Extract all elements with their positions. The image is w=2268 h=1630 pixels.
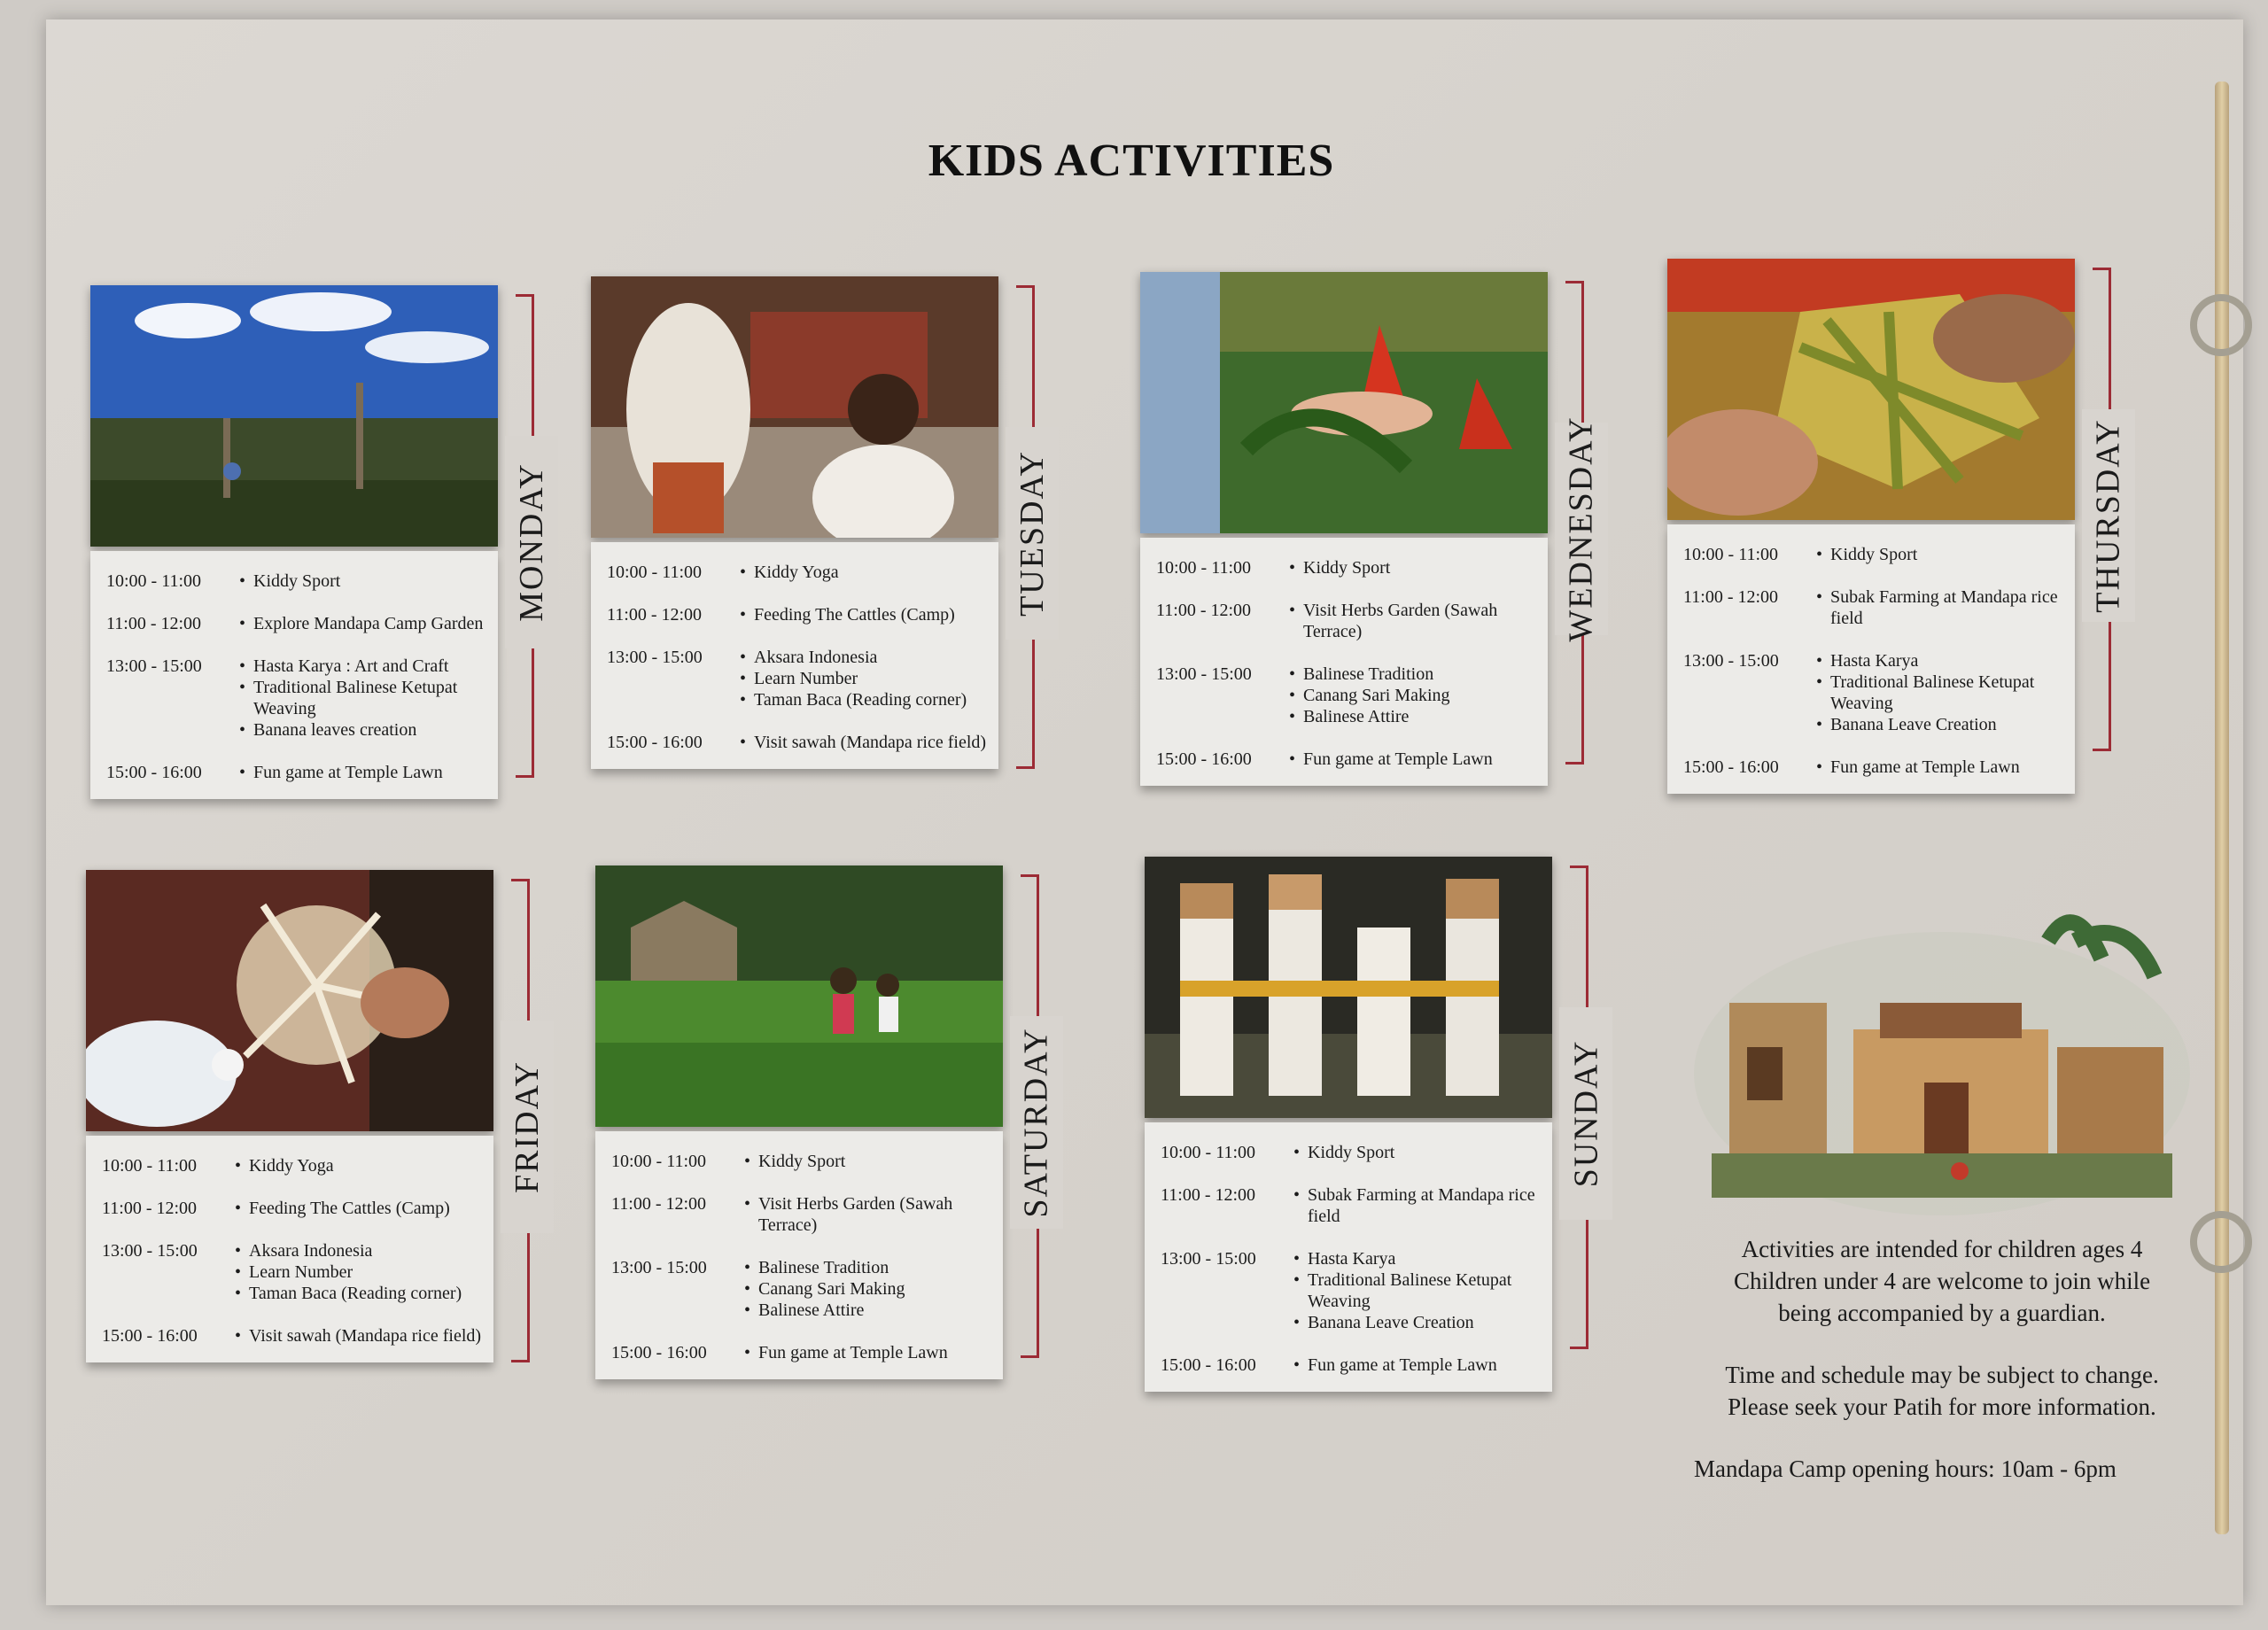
slot-activities (740, 647, 990, 710)
activity-item: • Visit Herbs Garden (Sawah Terrace) (744, 1193, 994, 1236)
schedule-row (106, 656, 489, 741)
slot-activities (1289, 600, 1539, 642)
slot-time: 11:00 - 12:00 (106, 614, 202, 633)
slot-activities (740, 562, 990, 583)
slot-time: 13:00 - 15:00 (102, 1241, 198, 1261)
slot-activities (235, 1198, 485, 1219)
slot-time: 10:00 - 11:00 (1683, 545, 1779, 564)
village-illustration (1694, 905, 2190, 1224)
saturday-photo (595, 865, 1003, 1127)
schedule-row (1161, 1354, 1543, 1376)
activity-item: • Balinese Attire (744, 1300, 994, 1321)
wednesday-photo (1140, 272, 1548, 533)
tuesday-schedule (591, 542, 998, 769)
day-label: MONDAY (505, 436, 558, 648)
schedule-row (1161, 1184, 1543, 1227)
schedule-row (1156, 557, 1539, 578)
activity-sheet (46, 19, 2243, 1605)
slot-activities (235, 1155, 485, 1176)
schedule-row (1161, 1142, 1543, 1163)
binding-knot-top (2190, 294, 2252, 356)
thursday-schedule (1667, 524, 2075, 794)
binding-knot-bottom (2190, 1211, 2252, 1273)
slot-time: 15:00 - 16:00 (607, 733, 703, 752)
activity-item: • Kiddy Sport (239, 570, 489, 592)
slot-time: 10:00 - 11:00 (1156, 558, 1252, 578)
activity-item: • Balinese Tradition (744, 1257, 994, 1278)
schedule-row (106, 570, 489, 592)
slot-activities (1816, 586, 2066, 629)
activity-item: • Aksara Indonesia (740, 647, 990, 668)
slot-activities (744, 1151, 994, 1172)
slot-activities (239, 570, 489, 592)
activity-item: • Explore Mandapa Camp Garden (239, 613, 489, 634)
slot-time: 11:00 - 12:00 (611, 1194, 707, 1214)
activity-item: • Balinese Tradition (1289, 664, 1539, 685)
activity-item: • Visit sawah (Mandapa rice field) (740, 732, 990, 753)
activity-item: • Kiddy Sport (1289, 557, 1539, 578)
opening-hours: Mandapa Camp opening hours: 10am - 6pm (1694, 1455, 2117, 1482)
activity-item: • Kiddy Sport (1816, 544, 2066, 565)
tuesday-photo (591, 276, 998, 538)
schedule-row (607, 732, 990, 753)
activity-item: • Hasta Karya (1293, 1248, 1543, 1269)
friday-photo (86, 870, 493, 1131)
schedule-row (102, 1325, 485, 1347)
slot-time: 15:00 - 16:00 (106, 763, 202, 782)
activity-item: • Fun game at Temple Lawn (1289, 749, 1539, 770)
slot-time: 13:00 - 15:00 (1156, 664, 1252, 684)
activity-item: • Banana Leave Creation (1293, 1312, 1543, 1333)
slot-time: 11:00 - 12:00 (1683, 587, 1779, 607)
activity-item: • Kiddy Yoga (740, 562, 990, 583)
activity-item: • Banana Leave Creation (1816, 714, 2066, 735)
age-note: Activities are intended for children ages 4 (1741, 1236, 2143, 1262)
slot-time: 13:00 - 15:00 (611, 1258, 707, 1277)
slot-time: 11:00 - 12:00 (1156, 601, 1252, 620)
activity-item: • Visit sawah (Mandapa rice field) (235, 1325, 485, 1347)
schedule-row (1156, 600, 1539, 642)
page-title: KIDS ACTIVITIES (928, 136, 1335, 186)
guardian-note-cont: being accompanied by a guardian. (1778, 1300, 2106, 1326)
slot-time: 10:00 - 11:00 (611, 1152, 707, 1171)
sunday-schedule (1145, 1122, 1552, 1392)
slot-activities (740, 732, 990, 753)
activity-item: • Balinese Attire (1289, 706, 1539, 727)
slot-time: 15:00 - 16:00 (611, 1343, 707, 1362)
info-notes (1694, 1233, 2190, 1515)
activity-item: • Kiddy Sport (1293, 1142, 1543, 1163)
slot-activities (1816, 544, 2066, 565)
activity-item: • Learn Number (235, 1261, 485, 1283)
slot-time: 10:00 - 11:00 (106, 571, 202, 591)
activity-item: • Taman Baca (Reading corner) (235, 1283, 485, 1304)
schedule-row (106, 613, 489, 634)
schedule-row (102, 1240, 485, 1304)
slot-activities (239, 762, 489, 783)
activity-item: • Subak Farming at Mandapa rice field (1816, 586, 2066, 629)
slot-time: 15:00 - 16:00 (1683, 757, 1779, 777)
slot-activities (1293, 1184, 1543, 1227)
schedule-row (1156, 664, 1539, 727)
slot-activities (740, 604, 990, 625)
activity-item: • Fun game at Temple Lawn (1293, 1354, 1543, 1376)
slot-time: 13:00 - 15:00 (1161, 1249, 1256, 1269)
schedule-row (1683, 586, 2066, 629)
slot-activities (744, 1257, 994, 1321)
schedule-row (1161, 1248, 1543, 1333)
wednesday-schedule (1140, 538, 1548, 786)
activity-item: • Hasta Karya (1816, 650, 2066, 671)
activity-item: • Visit Herbs Garden (Sawah Terrace) (1289, 600, 1539, 642)
slot-time: 11:00 - 12:00 (1161, 1185, 1256, 1205)
monday-photo (90, 285, 498, 547)
schedule-row (1683, 757, 2066, 778)
activity-item: • Feeding The Cattles (Camp) (235, 1198, 485, 1219)
day-label: SATURDAY (1010, 1016, 1063, 1229)
schedule-row (607, 562, 990, 583)
slot-time: 10:00 - 11:00 (607, 563, 703, 582)
schedule-row (607, 604, 990, 625)
slot-activities (744, 1342, 994, 1363)
schedule-row (102, 1155, 485, 1176)
thursday-photo (1667, 259, 2075, 520)
day-label: WEDNESDAY (1555, 423, 1608, 635)
activity-item: • Hasta Karya : Art and Craft (239, 656, 489, 677)
slot-activities (1293, 1248, 1543, 1333)
slot-time: 13:00 - 15:00 (1683, 651, 1779, 671)
schedule-row (1683, 544, 2066, 565)
friday-schedule (86, 1136, 493, 1362)
schedule-row (1156, 749, 1539, 770)
saturday-schedule (595, 1131, 1003, 1379)
sunday-photo (1145, 857, 1552, 1118)
slot-time: 11:00 - 12:00 (102, 1199, 198, 1218)
contact-note: Please seek your Patih for more information. (1728, 1393, 2156, 1420)
schedule-row (611, 1342, 994, 1363)
slot-activities (744, 1193, 994, 1236)
slot-activities (239, 613, 489, 634)
activity-item: • Kiddy Sport (744, 1151, 994, 1172)
day-label: SUNDAY (1559, 1007, 1612, 1220)
slot-activities (1289, 664, 1539, 727)
slot-time: 13:00 - 15:00 (607, 648, 703, 667)
activity-item: • Canang Sari Making (1289, 685, 1539, 706)
slot-activities (1816, 650, 2066, 735)
schedule-row (102, 1198, 485, 1219)
slot-time: 13:00 - 15:00 (106, 656, 202, 676)
slot-activities (1289, 557, 1539, 578)
schedule-row (607, 647, 990, 710)
slot-time: 15:00 - 16:00 (1161, 1355, 1256, 1375)
activity-item: • Traditional Balinese Ketupat Weaving (1816, 671, 2066, 714)
schedule-row (611, 1151, 994, 1172)
guardian-note: Children under 4 are welcome to join while (1733, 1268, 2151, 1294)
activity-item: • Subak Farming at Mandapa rice field (1293, 1184, 1543, 1227)
schedule-row (106, 762, 489, 783)
slot-time: 10:00 - 11:00 (102, 1156, 198, 1176)
activity-item: • Aksara Indonesia (235, 1240, 485, 1261)
slot-activities (1816, 757, 2066, 778)
activity-item: • Learn Number (740, 668, 990, 689)
slot-time: 15:00 - 16:00 (102, 1326, 198, 1346)
activity-item: • Taman Baca (Reading corner) (740, 689, 990, 710)
activity-item: • Traditional Balinese Ketupat Weaving (239, 677, 489, 719)
slot-activities (235, 1240, 485, 1304)
activity-item: • Fun game at Temple Lawn (1816, 757, 2066, 778)
activity-item: • Kiddy Yoga (235, 1155, 485, 1176)
activity-item: • Feeding The Cattles (Camp) (740, 604, 990, 625)
schedule-row (1683, 650, 2066, 735)
day-label: TUESDAY (1006, 427, 1059, 640)
slot-time: 10:00 - 11:00 (1161, 1143, 1256, 1162)
slot-time: 15:00 - 16:00 (1156, 749, 1252, 769)
activity-item: • Fun game at Temple Lawn (744, 1342, 994, 1363)
slot-activities (1293, 1354, 1543, 1376)
activity-item: • Traditional Balinese Ketupat Weaving (1293, 1269, 1543, 1312)
schedule-note: Time and schedule may be subject to change. (1725, 1362, 2159, 1388)
slot-activities (1289, 749, 1539, 770)
day-label: FRIDAY (501, 1021, 554, 1233)
day-label: THURSDAY (2082, 409, 2135, 622)
activity-item: • Canang Sari Making (744, 1278, 994, 1300)
monday-schedule (90, 551, 498, 799)
schedule-row (611, 1193, 994, 1236)
slot-activities (235, 1325, 485, 1347)
activity-item: • Fun game at Temple Lawn (239, 762, 489, 783)
slot-time: 11:00 - 12:00 (607, 605, 703, 625)
schedule-row (611, 1257, 994, 1321)
activity-item: • Banana leaves creation (239, 719, 489, 741)
slot-activities (1293, 1142, 1543, 1163)
slot-activities (239, 656, 489, 741)
